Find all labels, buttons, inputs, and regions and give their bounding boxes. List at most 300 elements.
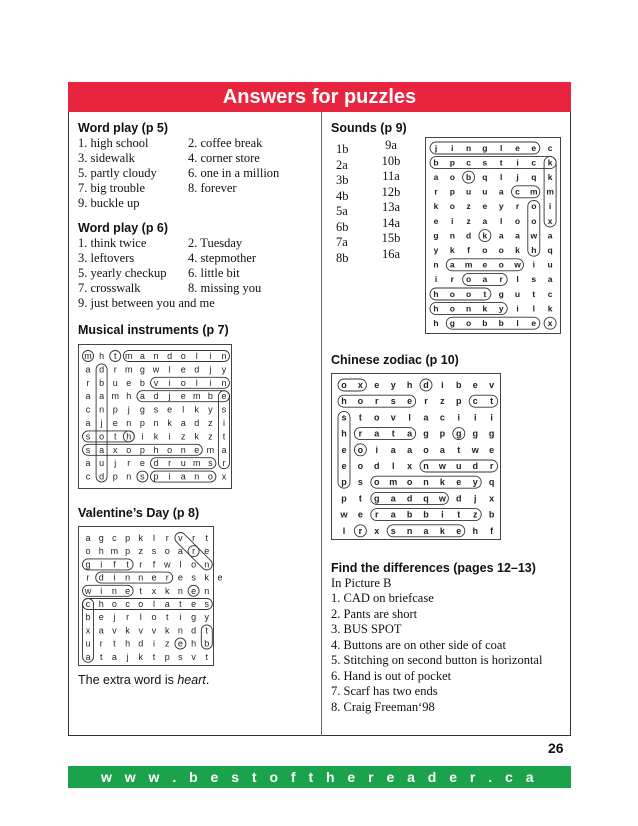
grid-letter: s — [390, 396, 396, 407]
grid-letter: a — [482, 215, 488, 226]
grid-letter: o — [164, 546, 170, 557]
grid-letter: x — [407, 460, 413, 471]
answer-item: 9. buckle up — [78, 196, 140, 210]
grid-letter: w — [514, 259, 521, 270]
grid-letter: n — [465, 303, 472, 314]
grid-letter: z — [208, 431, 213, 442]
grid-letter: k — [547, 172, 553, 183]
grid-letter: t — [358, 412, 362, 423]
grid-letter: d — [194, 417, 200, 428]
grid-letter: i — [100, 585, 103, 596]
grid-letter: i — [141, 431, 144, 442]
grid-letter: t — [499, 157, 503, 168]
grid-letter: e — [489, 444, 495, 455]
grid-letter: d — [153, 391, 159, 402]
grid-letter: k — [164, 625, 170, 636]
grid-letter: p — [449, 186, 455, 197]
grid-letter: k — [547, 157, 553, 168]
grid-letter: e — [126, 377, 132, 388]
grid-letter: o — [465, 288, 472, 299]
grid-letter: j — [127, 404, 130, 415]
grid-letter: x — [547, 215, 553, 226]
grid-letter: z — [466, 201, 471, 212]
grid-letter: i — [441, 509, 444, 520]
grid-letter: u — [482, 186, 488, 197]
grid-letter: v — [138, 625, 144, 636]
grid-letter: s — [531, 274, 537, 285]
grid-letter: b — [99, 377, 105, 388]
grid-letter: i — [375, 444, 379, 455]
grid-letter: n — [153, 417, 159, 428]
grid-letter: j — [209, 364, 212, 375]
grid-letter: i — [473, 412, 477, 423]
grid-letter: d — [138, 638, 144, 649]
grid-letter: g — [449, 318, 455, 329]
difference-item: 2. Pants are short — [331, 606, 418, 621]
grid-letter: d — [423, 379, 429, 390]
grid-letter: j — [114, 458, 117, 469]
grid-letter: c — [472, 396, 478, 407]
grid-letter: f — [152, 559, 156, 570]
grid-letter: h — [472, 525, 478, 536]
sound-answer: 9a — [385, 138, 397, 152]
grid-letter: a — [85, 364, 91, 375]
grid-letter: l — [408, 412, 411, 423]
grid-letter: s — [191, 572, 196, 583]
grid-letter: q — [423, 493, 429, 504]
sounds-heading: Sounds (p 9) — [331, 121, 407, 135]
grid-letter: a — [177, 546, 183, 557]
grid-letter: i — [548, 201, 552, 212]
grid-letter: m — [206, 444, 215, 455]
grid-letter: t — [113, 638, 116, 649]
grid-letter: h — [98, 546, 104, 557]
grid-letter: h — [341, 428, 347, 439]
grid-letter: y — [498, 303, 504, 314]
grid-letter: o — [85, 546, 91, 557]
grid-letter: d — [191, 625, 197, 636]
difference-item: 6. Hand is out of pocket — [331, 668, 452, 683]
word-play-5-col2 — [188, 136, 279, 196]
grid-letter: k — [439, 477, 445, 488]
answer-item: 1. think twice — [78, 236, 147, 250]
grid-letter: t — [358, 493, 362, 504]
sound-answer: 8b — [336, 250, 349, 265]
difference-item: 5. Stitching on second button is horizontal — [331, 653, 543, 667]
zodiac-heading: Chinese zodiac (p 10) — [331, 353, 459, 367]
word-play-6-col2 — [188, 236, 261, 296]
grid-letter: e — [151, 572, 157, 583]
answer-loop — [430, 288, 491, 300]
grid-letter: s — [390, 525, 396, 536]
grid-letter: w — [530, 230, 538, 241]
grid-letter: x — [489, 493, 495, 504]
grid-letter: j — [473, 493, 477, 504]
grid-letter: a — [547, 274, 553, 285]
difference-item: 4. Buttons are on other side of coat — [331, 637, 506, 652]
grid-letter: a — [99, 391, 105, 402]
grid-letter: k — [515, 245, 520, 256]
grid-letter: b — [204, 638, 210, 649]
grid-letter: n — [194, 471, 200, 482]
grid-letter: a — [85, 417, 91, 428]
zodiac-wordsearch — [331, 373, 501, 540]
grid-letter: e — [515, 142, 520, 153]
grid-letter: p — [449, 157, 455, 168]
grid-letter: a — [439, 444, 445, 455]
grid-letter: m — [110, 546, 119, 557]
grid-letter: t — [99, 651, 103, 662]
answer-item: 6. little bit — [188, 266, 240, 280]
word-play-6-heading: Word play (p 6) — [78, 221, 169, 235]
grid-letter: a — [547, 230, 553, 241]
grid-letter: y — [498, 201, 504, 212]
answer-item: 9. just between you and me — [78, 296, 215, 310]
grid-letter: e — [125, 585, 131, 596]
word-play-5-col1 — [78, 136, 157, 211]
grid-letter: c — [112, 532, 117, 543]
grid-letter: t — [152, 651, 156, 662]
answer-item: 4. stepmother — [188, 251, 257, 265]
grid-letter: j — [434, 142, 438, 153]
grid-letter: k — [547, 303, 553, 314]
grid-letter: l — [500, 142, 503, 153]
grid-letter: k — [167, 417, 172, 428]
grid-letter: s — [151, 546, 157, 557]
grid-letter: s — [140, 471, 145, 482]
grid-letter: t — [165, 612, 169, 623]
grid-letter: a — [515, 230, 520, 241]
grid-letter: t — [113, 350, 117, 361]
grid-letter: m — [389, 477, 398, 488]
grid-letter: h — [433, 303, 439, 314]
grid-letter: j — [516, 172, 519, 183]
grid-letter: x — [374, 525, 380, 536]
differences-intro: In Picture B — [331, 576, 392, 590]
grid-letter: n — [433, 259, 439, 270]
answer-item: 8. missing you — [188, 281, 262, 295]
grid-letter: t — [532, 288, 536, 299]
answer-item: 3. sidewalk — [78, 151, 135, 165]
sound-answer: 14a — [381, 215, 401, 230]
grid-letter: i — [451, 215, 454, 226]
grid-letter: n — [221, 377, 227, 388]
grid-letter: e — [357, 509, 363, 520]
grid-letter: a — [407, 428, 413, 439]
grid-letter: a — [139, 350, 145, 361]
grid-letter: p — [125, 546, 131, 557]
grid-letter: x — [112, 444, 118, 455]
grid-letter: l — [532, 303, 535, 314]
grid-letter: e — [204, 546, 210, 557]
grid-letter: s — [208, 458, 213, 469]
grid-letter: i — [434, 274, 438, 285]
valentine-wordsearch — [78, 526, 223, 666]
grid-letter: n — [465, 142, 472, 153]
grid-letter: n — [153, 350, 159, 361]
grid-letter: h — [126, 391, 132, 402]
grid-letter: g — [456, 428, 462, 439]
grid-letter: x — [547, 318, 553, 329]
grid-letter: b — [482, 318, 488, 329]
grid-letter: l — [195, 350, 198, 361]
grid-letter: a — [85, 651, 91, 662]
grid-letter: p — [341, 493, 347, 504]
valentine-heading: Valentine’s Day (p 8) — [78, 506, 200, 520]
grid-letter: a — [390, 493, 396, 504]
grid-letter: j — [168, 391, 171, 402]
grid-letter: p — [456, 396, 462, 407]
difference-item: 8. Craig Freeman‘98 — [331, 699, 435, 714]
grid-letter: c — [125, 598, 130, 609]
sound-answer: 7a — [336, 235, 348, 249]
grid-letter: r — [499, 274, 503, 285]
grid-letter: o — [126, 444, 132, 455]
grid-letter: e — [374, 379, 380, 390]
grid-letter: g — [139, 404, 145, 415]
grid-letter: h — [433, 288, 439, 299]
grid-letter: d — [99, 471, 105, 482]
grid-letter: c — [85, 404, 91, 415]
grid-letter: r — [375, 509, 379, 520]
grid-letter: i — [113, 572, 116, 583]
grid-letter: h — [341, 396, 347, 407]
grid-letter: y — [208, 404, 213, 415]
grid-letter: p — [164, 651, 170, 662]
grid-letter: s — [153, 404, 159, 415]
grid-letter: r — [86, 572, 90, 583]
grid-letter: p — [139, 444, 145, 455]
grid-letter: l — [179, 559, 182, 570]
grid-letter: z — [440, 396, 445, 407]
grid-letter: r — [86, 377, 90, 388]
grid-letter: o — [341, 379, 347, 390]
grid-letter: d — [406, 493, 413, 504]
grid-letter: t — [457, 509, 461, 520]
grid-letter: i — [168, 377, 171, 388]
grid-letter: w — [84, 585, 92, 596]
grid-letter: e — [98, 612, 104, 623]
grid-letter: l — [153, 598, 155, 609]
grid-letter: o — [423, 444, 429, 455]
grid-letter: i — [451, 142, 454, 153]
grid-letter: y — [390, 379, 396, 390]
grid-letter: e — [433, 215, 439, 226]
grid-letter: k — [449, 245, 455, 256]
grid-letter: l — [500, 172, 503, 183]
answer-loop — [96, 572, 173, 583]
grid-letter: m — [464, 259, 473, 270]
grid-letter: k — [194, 431, 200, 442]
grid-letter: m — [125, 364, 133, 375]
extra-word-note: The extra word is heart. — [78, 673, 210, 687]
grid-letter: s — [341, 412, 347, 423]
sound-answer: 11a — [382, 169, 400, 183]
grid-letter: a — [390, 444, 396, 455]
grid-letter: q — [547, 245, 553, 256]
grid-letter: u — [514, 288, 521, 299]
grid-letter: f — [113, 559, 116, 570]
grid-letter: i — [209, 377, 212, 388]
grid-letter: g — [139, 364, 145, 375]
grid-letter: e — [217, 572, 223, 583]
grid-letter: o — [449, 201, 455, 212]
grid-letter: i — [209, 350, 212, 361]
grid-letter: h — [125, 638, 131, 649]
grid-letter: y — [221, 364, 227, 375]
grid-letter: s — [204, 598, 210, 609]
answer-item: 4. corner store — [188, 151, 260, 165]
grid-letter: l — [342, 525, 346, 536]
grid-letter: o — [191, 559, 197, 570]
grid-letter: r — [434, 186, 438, 197]
grid-letter: d — [456, 493, 462, 504]
grid-letter: f — [490, 525, 494, 536]
grid-letter: p — [139, 417, 145, 428]
grid-letter: q — [531, 172, 537, 183]
grid-letter: h — [126, 431, 132, 442]
grid-letter: q — [482, 172, 488, 183]
grid-letter: z — [208, 417, 213, 428]
grid-letter: g — [191, 612, 197, 623]
grid-letter: g — [85, 559, 91, 570]
column-divider — [321, 112, 322, 736]
grid-letter: k — [204, 572, 210, 583]
answer-item: 2. coffee break — [188, 136, 263, 150]
grid-letter: z — [466, 215, 471, 226]
grid-letter: b — [456, 379, 462, 390]
grid-letter: w — [438, 493, 446, 504]
grid-letter: g — [433, 230, 439, 241]
wordsearch-svg — [79, 527, 223, 665]
grid-letter: v — [153, 377, 159, 388]
grid-letter: p — [439, 428, 446, 439]
page-number: 26 — [548, 740, 564, 756]
grid-letter: a — [374, 428, 380, 439]
grid-letter: o — [180, 350, 186, 361]
grid-letter: e — [482, 201, 488, 212]
grid-letter: p — [341, 477, 347, 488]
grid-letter: z — [472, 509, 478, 520]
grid-letter: b — [139, 377, 145, 388]
answer-item: 1. high school — [78, 136, 149, 150]
grid-letter: r — [165, 532, 169, 543]
grid-letter: o — [465, 318, 472, 329]
grid-letter: r — [192, 532, 196, 543]
grid-letter: m — [530, 186, 538, 197]
grid-letter: e — [167, 404, 173, 415]
grid-letter: p — [112, 404, 118, 415]
grid-letter: a — [85, 458, 91, 469]
grid-letter: k — [138, 651, 144, 662]
grid-letter: t — [205, 625, 209, 636]
grid-letter: o — [357, 444, 364, 455]
grid-letter: v — [178, 532, 183, 543]
grid-letter: l — [516, 318, 519, 329]
grid-letter: x — [85, 625, 91, 636]
grid-letter: c — [531, 157, 537, 168]
sound-answer: 15b — [381, 231, 401, 245]
grid-letter: o — [374, 477, 380, 488]
grid-letter: d — [472, 460, 478, 471]
sound-answer: 3b — [336, 173, 349, 187]
answer-item: 7. big trouble — [78, 181, 146, 195]
grid-letter: a — [423, 412, 429, 423]
grid-letter: m — [84, 350, 92, 361]
grid-letter: e — [407, 396, 413, 407]
musical-heading: Musical instruments (p 7) — [78, 323, 229, 337]
grid-letter: h — [406, 379, 413, 390]
sounds-col1 — [336, 142, 349, 266]
grid-letter: u — [99, 458, 105, 469]
grid-letter: g — [482, 142, 488, 153]
grid-letter: l — [182, 404, 185, 415]
difference-item: 1. CAD on briefcase — [331, 591, 434, 605]
grid-letter: i — [457, 412, 461, 423]
grid-letter: v — [390, 412, 396, 423]
grid-letter: s — [357, 477, 363, 488]
grid-letter: t — [457, 444, 461, 455]
grid-letter: k — [138, 532, 144, 543]
grid-letter: c — [85, 598, 91, 609]
grid-letter: k — [164, 585, 170, 596]
grid-letter: k — [153, 431, 159, 442]
grid-letter: h — [99, 350, 105, 361]
grid-letter: u — [456, 460, 462, 471]
grid-letter: r — [424, 396, 428, 407]
grid-letter: c — [466, 157, 471, 168]
grid-letter: b — [465, 172, 472, 183]
grid-letter: a — [423, 525, 429, 536]
grid-letter: w — [163, 559, 171, 570]
grid-letter: a — [482, 274, 488, 285]
grid-letter: t — [139, 585, 143, 596]
grid-letter: l — [195, 377, 198, 388]
grid-letter: g — [498, 288, 504, 299]
sound-answer: 2a — [336, 157, 348, 172]
grid-letter: r — [515, 201, 520, 212]
grid-letter: r — [139, 559, 143, 570]
grid-letter: v — [151, 625, 157, 636]
grid-letter: o — [449, 172, 455, 183]
grid-letter: n — [177, 625, 183, 636]
grid-letter: q — [488, 477, 495, 488]
grid-letter: a — [180, 417, 186, 428]
grid-letter: x — [357, 379, 363, 390]
answer-loop — [219, 391, 230, 469]
grid-letter: a — [390, 509, 396, 520]
grid-letter: o — [406, 477, 413, 488]
grid-letter: r — [127, 458, 131, 469]
grid-letter: w — [340, 509, 348, 520]
grid-letter: a — [85, 532, 91, 543]
grid-letter: e — [472, 379, 478, 390]
grid-letter: p — [125, 532, 131, 543]
grid-letter: c — [85, 471, 91, 482]
grid-letter: t — [179, 598, 182, 609]
grid-letter: x — [151, 585, 157, 596]
grid-letter: y — [472, 477, 478, 488]
grid-letter: i — [100, 559, 103, 570]
grid-letter: h — [98, 598, 104, 609]
footer-url: w w w . b e s t o f t h e r e a d e r . c a — [68, 766, 571, 788]
grid-letter: o — [482, 245, 488, 256]
grid-letter: r — [126, 612, 130, 623]
grid-letter: u — [180, 458, 186, 469]
sound-answer: 4b — [336, 188, 349, 203]
grid-letter: a — [449, 259, 455, 270]
answer-loop — [151, 377, 230, 388]
